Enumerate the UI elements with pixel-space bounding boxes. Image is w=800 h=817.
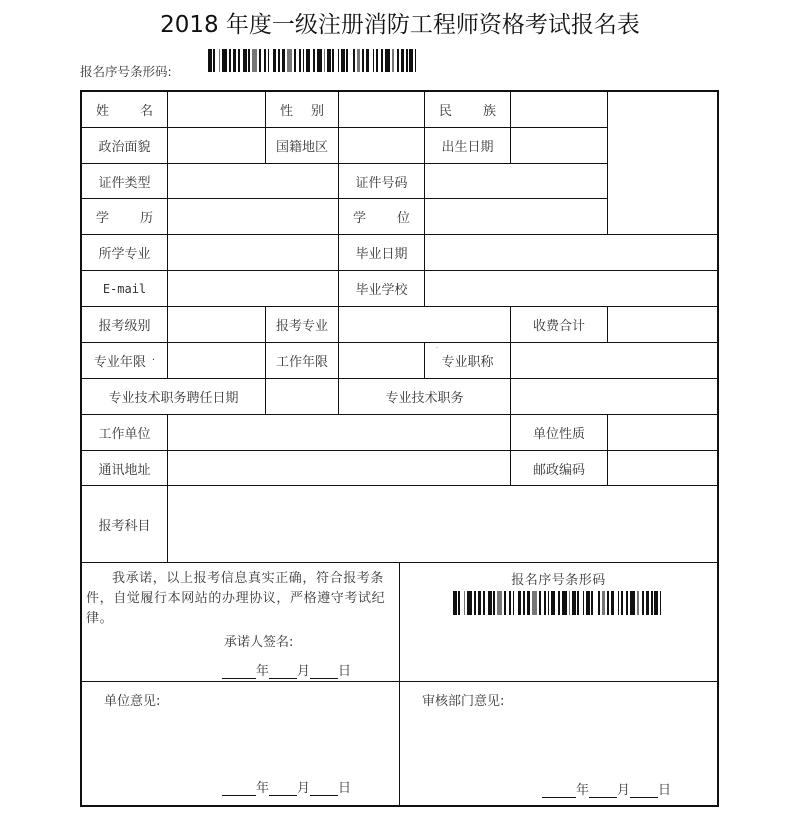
political-status-label: 政治面貌 [82,128,168,164]
major-label: 所学专业 [82,235,168,271]
day-label: 日 [338,781,352,796]
barcode-icon [208,49,422,72]
education-label-char2: 历 [139,211,153,226]
pledge-text: 我承诺，以上报考信息真实正确，符合报考条件，自觉履行本网站的办理协议，严格遵守考试纪律。 [86,571,386,626]
name-field[interactable] [168,92,266,128]
year-blank[interactable] [222,781,256,796]
graduation-date-label: 毕业日期 [339,235,425,271]
barcode-icon [453,591,667,615]
day-blank[interactable] [630,783,658,798]
major-field[interactable] [168,235,339,271]
tech-position-field[interactable] [511,379,717,415]
political-status-field[interactable] [168,128,266,164]
exam-subjects-label: 报考科目 [82,486,168,563]
employer-type-label: 单位性质 [511,415,608,451]
professional-title-text: 专业职称 [441,355,494,370]
nationality-region-label: 国籍地区 [266,128,339,164]
year-label: 年 [256,781,270,796]
year-blank[interactable] [542,783,576,798]
month-label: 月 [297,664,311,679]
ethnicity-field[interactable] [511,92,608,128]
id-type-field[interactable] [168,164,339,199]
gender-label-char2: 别 [310,104,324,119]
tech-position-label: 专业技术职务 [339,379,511,415]
month-blank[interactable] [589,783,617,798]
month-label: 月 [617,783,631,798]
graduation-date-field[interactable] [425,235,717,271]
total-fee-field[interactable] [608,307,717,343]
dot-mark: · [436,345,438,352]
degree-label-char1: 学 [353,211,367,226]
education-label [82,199,168,235]
day-label: 日 [338,664,352,679]
professional-title-field[interactable] [511,343,717,379]
name-label-char2: 名 [139,104,153,119]
years-in-major-text: 专业年限 [93,355,146,370]
review-opinion-label: 审核部门意见: [422,694,505,709]
degree-label [339,199,425,235]
birth-date-label: 出生日期 [425,128,511,164]
id-type-label: 证件类型 [82,164,168,199]
graduation-school-field[interactable] [425,271,717,307]
years-in-major-label [82,343,168,379]
years-working-field[interactable] [339,343,425,379]
postal-code-field[interactable] [608,451,717,486]
tech-position-date-label: 专业技术职务聘任日期 [82,379,266,415]
name-label-char1: 姓 [96,104,110,119]
pledge-signature-label: 承诺人签名: [224,635,294,650]
professional-title-label [425,343,511,379]
email-label: E-mail [82,271,168,307]
ethnicity-label [425,92,511,128]
employer-opinion-label: 单位意见: [104,694,161,709]
year-label: 年 [576,783,590,798]
pledge-date[interactable] [222,660,351,679]
day-blank[interactable] [310,781,338,796]
tech-position-date-field[interactable] [266,379,339,415]
employer-opinion-date[interactable] [222,777,351,796]
pledge-section [82,563,400,682]
serial-barcode-box-label: 报名序号条形码 [511,573,606,588]
month-blank[interactable] [269,781,297,796]
dot-mark: · [151,355,156,366]
month-blank[interactable] [269,664,297,679]
exam-subjects-field[interactable] [168,486,717,563]
years-working-label: 工作年限 [266,343,339,379]
gender-field[interactable] [339,92,425,128]
serial-barcode-box [400,563,717,682]
years-in-major-field[interactable] [168,343,266,379]
year-blank[interactable] [222,664,256,679]
employer-label: 工作单位 [82,415,168,451]
review-opinion-date[interactable] [542,779,671,798]
page-title: 2018 年度一级注册消防工程师资格考试报名表 [160,12,640,38]
id-number-field[interactable] [425,164,608,199]
postal-code-label: 邮政编码 [511,451,608,486]
day-blank[interactable] [310,664,338,679]
degree-field[interactable] [425,199,608,235]
employer-opinion-section[interactable] [82,682,400,805]
year-label: 年 [256,664,270,679]
degree-label-char2: 位 [396,211,410,226]
day-label: 日 [658,783,672,798]
education-field[interactable] [168,199,339,235]
email-field[interactable] [168,271,339,307]
employer-type-field[interactable] [608,415,717,451]
ethnicity-label-char1: 民 [439,104,453,119]
month-label: 月 [297,781,311,796]
exam-major-label: 报考专业 [266,307,339,343]
id-number-label: 证件号码 [339,164,425,199]
address-label: 通讯地址 [82,451,168,486]
total-fee-label: 收费合计 [511,307,608,343]
registration-form-table [80,90,719,807]
gender-label-char1: 性 [280,104,294,119]
serial-barcode-label: 报名序号条形码: [80,64,172,79]
employer-field[interactable] [168,415,511,451]
birth-date-field[interactable] [511,128,608,164]
review-opinion-section[interactable] [400,682,717,805]
exam-level-field[interactable] [168,307,266,343]
address-field[interactable] [168,451,511,486]
ethnicity-label-char2: 族 [482,104,496,119]
photo-box[interactable] [608,92,717,235]
gender-label [266,92,339,128]
name-label [82,92,168,128]
exam-major-field[interactable] [339,307,511,343]
nationality-region-field[interactable] [339,128,425,164]
graduation-school-label: 毕业学校 [339,271,425,307]
education-label-char1: 学 [96,211,110,226]
exam-level-label: 报考级别 [82,307,168,343]
